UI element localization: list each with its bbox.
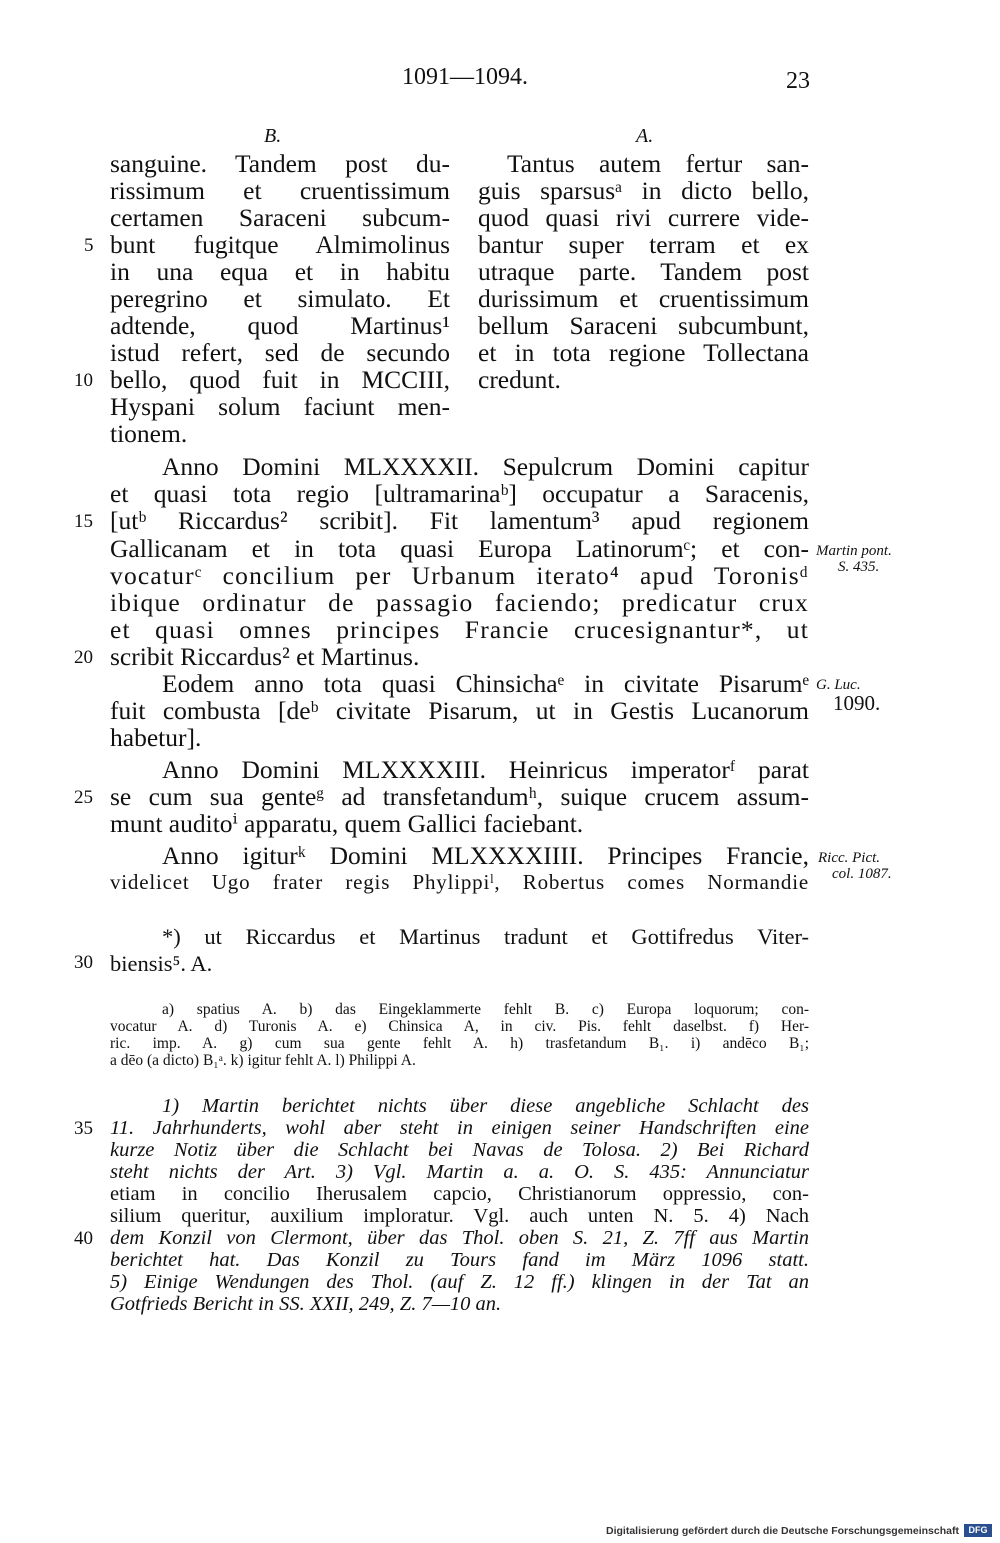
left-line: bello, quod fuit in MCCIII,	[110, 365, 450, 394]
main-line: Eodem anno tota quasi Chinsichaᵉ in civitate Pisarumᵉ	[162, 669, 809, 698]
footnote-line: etiam in concilio Iherusalem capcio, Christianorum oppressio, con-	[110, 1183, 809, 1205]
line-number: 30	[74, 952, 93, 973]
right-line: utraque parte. Tandem post	[478, 257, 809, 286]
margin-note-ricc: Ricc. Pict.	[818, 850, 881, 866]
column-head-a: A.	[636, 125, 654, 147]
right-line: quod quasi rivi currere vide-	[478, 203, 809, 232]
line-number: 5	[84, 235, 94, 256]
line-number: 40	[74, 1228, 93, 1249]
footnote-line: silium queritur, auxilium imploratur. Vgl. auch unten N. 5. 4) Nach	[110, 1205, 809, 1227]
dfg-logo-icon: DFG	[964, 1524, 992, 1537]
right-line: bellum Saraceni subcumbunt,	[478, 311, 809, 340]
digitization-credit: Digitalisierung gefördert durch die Deutsche Forschungsgemeinschaft	[606, 1525, 959, 1537]
apparatus-line: a) spatius A. b) das Eingeklammerte fehlt B. c) Europa loquorum; con-	[162, 1001, 809, 1018]
main-line: videlicet Ugo frater regis Phylippiˡ, Robertus comes Normandie	[110, 870, 809, 894]
footnote-line: 11. Jahrhunderts, wohl aber steht in einigen seiner Handschriften eine	[110, 1117, 809, 1139]
line-number: 25	[74, 787, 93, 808]
footnote-line: dem Konzil von Clermont, über das Thol. oben S. 21, Z. 7ff aus Martin	[110, 1227, 809, 1249]
right-line: credunt.	[478, 365, 561, 394]
margin-note-martin-ref: S. 435.	[838, 559, 880, 575]
line-number: 35	[74, 1118, 93, 1139]
left-line: Hyspani solum faciunt men-	[110, 392, 450, 421]
main-line: Anno Domini MLXXXXIII. Heinricus imperatorᶠ parat	[162, 755, 809, 784]
column-head-b: B.	[264, 125, 282, 147]
left-line: tionem.	[110, 419, 188, 448]
footnote-line: 1) Martin berichtet nichts über diese angebliche Schlacht des	[162, 1095, 809, 1117]
right-line: durissimum et cruentissimum	[478, 284, 809, 313]
main-line: et quasi tota regio [ultramarinaᵇ] occupatur a Saracenis,	[110, 479, 809, 508]
main-line: se cum sua genteᵍ ad transfetandumʰ, suique crucem assum-	[110, 782, 809, 811]
main-line: munt auditoⁱ apparatu, quem Gallici faciebant.	[110, 809, 584, 838]
line-number: 20	[74, 647, 93, 668]
main-line: [utᵇ Riccardus² scribit]. Fit lamentum³ apud regionem	[110, 506, 809, 535]
right-line: Tantus autem fertur san-	[507, 149, 809, 178]
left-line: istud refert, sed de secundo	[110, 338, 450, 367]
left-line: bunt fugitque Almimolinus	[110, 230, 450, 259]
apparatus-line: vocatur A. d) Turonis A. e) Chinsica A, in civ. Pis. fehlt daselbst. f) Her-	[110, 1018, 809, 1035]
margin-note-gluc: G. Luc.	[816, 677, 861, 693]
left-line: adtende, quod Martinus¹	[110, 311, 450, 340]
star-note-line: biensis⁵. A.	[110, 951, 213, 976]
left-line: rissimum et cruentissimum	[110, 176, 450, 205]
footnote-line: Gotfrieds Bericht in SS. XXII, 249, Z. 7—10 an.	[110, 1293, 502, 1315]
footnote-line: berichtet hat. Das Konzil zu Tours fand im März 1096 statt.	[110, 1249, 809, 1271]
margin-note-ricc-ref: col. 1087.	[832, 866, 892, 882]
apparatus-line: a dēo (a dicto) B₁ᵃ. k) igitur fehlt A. l) Philippi A.	[110, 1052, 416, 1069]
line-number: 15	[74, 511, 93, 532]
main-line: habetur].	[110, 723, 202, 752]
page-number: 23	[786, 68, 810, 94]
footnote-line: steht nichts der Art. 3) Vgl. Martin a. a. O. S. 435: Annunciatur	[110, 1161, 809, 1183]
footnote-line: kurze Notiz über die Schlacht bei Navas de Tolosa. 2) Bei Richard	[110, 1139, 809, 1161]
footnote-line: 5) Einige Wendungen des Thol. (auf Z. 12 ff.) klingen in der Tat an	[110, 1271, 809, 1293]
main-line: ibique ordinatur de passagio faciendo; predicatur crux	[110, 588, 809, 617]
left-line: sanguine. Tandem post du-	[110, 149, 450, 178]
main-line: vocaturᶜ concilium per Urbanum iterato⁴ apud Toronisᵈ	[110, 561, 809, 590]
margin-note-martin: Martin pont.	[816, 543, 892, 559]
star-note-line: *) ut Riccardus et Martinus tradunt et Gottifredus Viter-	[162, 924, 809, 949]
margin-note-gluc-year: 1090.	[833, 691, 881, 715]
apparatus-line: ric. imp. A. g) cum sua gente fehlt A. h) trasfetandum B₁. i) andēco B₁;	[110, 1035, 809, 1052]
left-line: certamen Saraceni subcum-	[110, 203, 450, 232]
main-line: fuit combusta [deᵇ civitate Pisarum, ut in Gestis Lucanorum	[110, 696, 809, 725]
right-line: et in tota regione Tollectana	[478, 338, 809, 367]
line-number: 10	[74, 370, 93, 391]
page-range-header: 1091—1094.	[402, 64, 528, 90]
right-line: guis sparsusᵃ in dicto bello,	[478, 176, 809, 205]
main-line: Anno Domini MLXXXXII. Sepulcrum Domini capitur	[162, 452, 809, 481]
main-line: Gallicanam et in tota quasi Europa Latinorumᶜ; et con-	[110, 534, 809, 563]
right-line: bantur super terram et ex	[478, 230, 809, 259]
left-line: peregrino et simulato. Et	[110, 284, 450, 313]
main-line: Anno igiturᵏ Domini MLXXXXIIII. Principes Francie,	[162, 841, 809, 870]
main-line: scribit Riccardus² et Martinus.	[110, 642, 420, 671]
main-line: et quasi omnes principes Francie crucesignantur*, ut	[110, 615, 809, 644]
left-line: in una equa et in habitu	[110, 257, 450, 286]
